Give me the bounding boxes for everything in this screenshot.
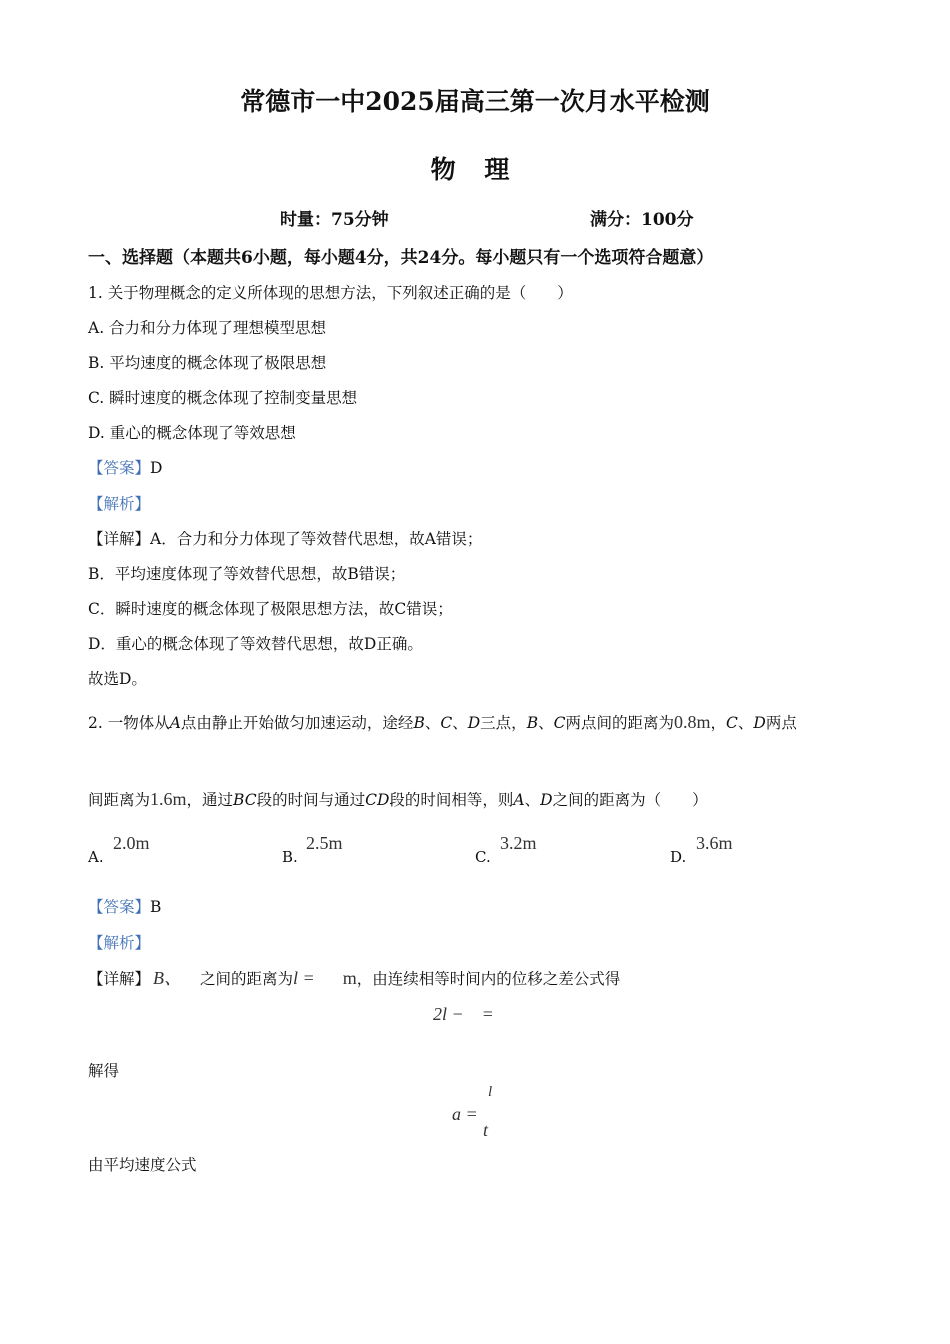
var: CD: [365, 791, 390, 809]
text: 段的时间相等，则: [389, 791, 514, 809]
text: 、: [424, 714, 441, 732]
var: C: [553, 714, 566, 732]
section-heading: 一、选择题（本题共6小题，每小题4分，共24分。每小题只有一个选项符合题意）: [88, 248, 714, 268]
unit: m: [342, 968, 357, 988]
text: 间距离为: [88, 791, 151, 809]
q2-stem-line2: [88, 788, 708, 810]
text: ，由连续相等时间内的位移之差公式得: [356, 970, 621, 988]
page-title: 常德市一中2025届高三第一次月水平检测: [240, 87, 710, 116]
answer-value: D: [150, 459, 163, 477]
var: A: [513, 791, 525, 809]
detail-text: A．合力和分力体现了等效替代思想，故A错误；: [150, 530, 483, 548]
q2-option-d-label: D.: [670, 848, 687, 866]
q1-option-d: D. 重心的概念体现了等效思想: [88, 424, 296, 442]
q1-conclusion: 故选D。: [88, 670, 147, 688]
q2-option-d-value: 3.6m: [696, 833, 733, 853]
text: 两点间的距离为: [565, 714, 674, 732]
subject-title: 物 理: [430, 155, 520, 184]
text: 之间的距离为: [200, 970, 294, 988]
text: 点由静止开始做匀加速运动，途经: [180, 714, 414, 732]
text: 、: [524, 791, 541, 809]
text: 之间的距离为（ ）: [552, 791, 708, 809]
q2-option-a-label: A.: [88, 848, 104, 866]
var: D: [467, 714, 481, 732]
equation-2-numerator: l: [488, 1084, 493, 1100]
distance-cd: 1.6m: [150, 789, 187, 809]
q1-detail-c: C．瞬时速度的概念体现了极限思想方法，故C错误；: [88, 600, 453, 618]
q1-detail-b: B．平均速度体现了等效替代思想，故B错误；: [88, 565, 406, 583]
var: D: [540, 791, 553, 809]
answer-tag: 【答案】: [88, 898, 151, 916]
var: C: [726, 714, 738, 732]
q2-detail-line: [88, 964, 620, 990]
q2-option-a-value: 2.0m: [113, 833, 150, 853]
text: ，通过: [186, 791, 234, 809]
var: D: [753, 714, 766, 732]
distance-expr: l =: [293, 968, 315, 988]
text: 两点: [765, 714, 797, 732]
var: B: [413, 714, 425, 732]
avg-velocity-label: 由平均速度公式: [88, 1156, 197, 1174]
full-score: 满分：100分: [590, 210, 694, 230]
q1-stem: 1. 关于物理概念的定义所体现的思想方法，下列叙述正确的是（ ）: [88, 284, 573, 302]
answer-tag: 【答案】: [88, 459, 151, 477]
answer-value: B: [150, 898, 162, 916]
q1-detail-d: D．重心的概念体现了等效替代思想，故D正确。: [88, 635, 423, 653]
q2-option-b-value: 2.5m: [306, 833, 343, 853]
detail-tag: 【详解】: [88, 970, 151, 988]
text: 、: [737, 714, 754, 732]
solve-label: 解得: [88, 1062, 120, 1080]
time-limit: 时量：75分钟: [280, 210, 389, 230]
q2-option-c-label: C.: [475, 848, 491, 866]
q2-option-c-value: 3.2m: [500, 833, 537, 853]
q1-analysis-tag: 【解析】: [88, 495, 151, 513]
equation-1: 2l − =: [433, 1004, 494, 1024]
q1-option-a: A. 合力和分力体现了理想模型思想: [88, 319, 327, 337]
q1-option-b: B. 平均速度的概念体现了极限思想: [88, 354, 327, 372]
q2-option-b-label: B.: [282, 848, 298, 866]
text: 三点，: [480, 714, 527, 732]
var: B: [526, 714, 539, 732]
q2-stem-line1: [88, 711, 797, 733]
q1-option-c: C. 瞬时速度的概念体现了控制变量思想: [88, 389, 358, 407]
text: 段的时间与通过: [256, 791, 366, 809]
equation-2-denominator: t: [483, 1120, 489, 1140]
distance-bc: 0.8m: [673, 712, 711, 732]
equation-2-left: a =: [452, 1104, 478, 1124]
text: 、: [538, 714, 554, 732]
q1-detail-a: [88, 527, 482, 549]
points-label: B、: [153, 968, 183, 988]
var: BC: [233, 791, 257, 809]
detail-tag: 【详解】: [88, 530, 151, 548]
var: C: [440, 714, 453, 732]
text: ，: [710, 714, 727, 732]
q2-answer: [88, 895, 161, 917]
text: 2. 一物体从: [88, 714, 170, 732]
var: A: [169, 714, 181, 732]
text: 、: [452, 714, 468, 732]
q2-analysis-tag: 【解析】: [88, 934, 151, 952]
q1-answer: [88, 456, 162, 478]
